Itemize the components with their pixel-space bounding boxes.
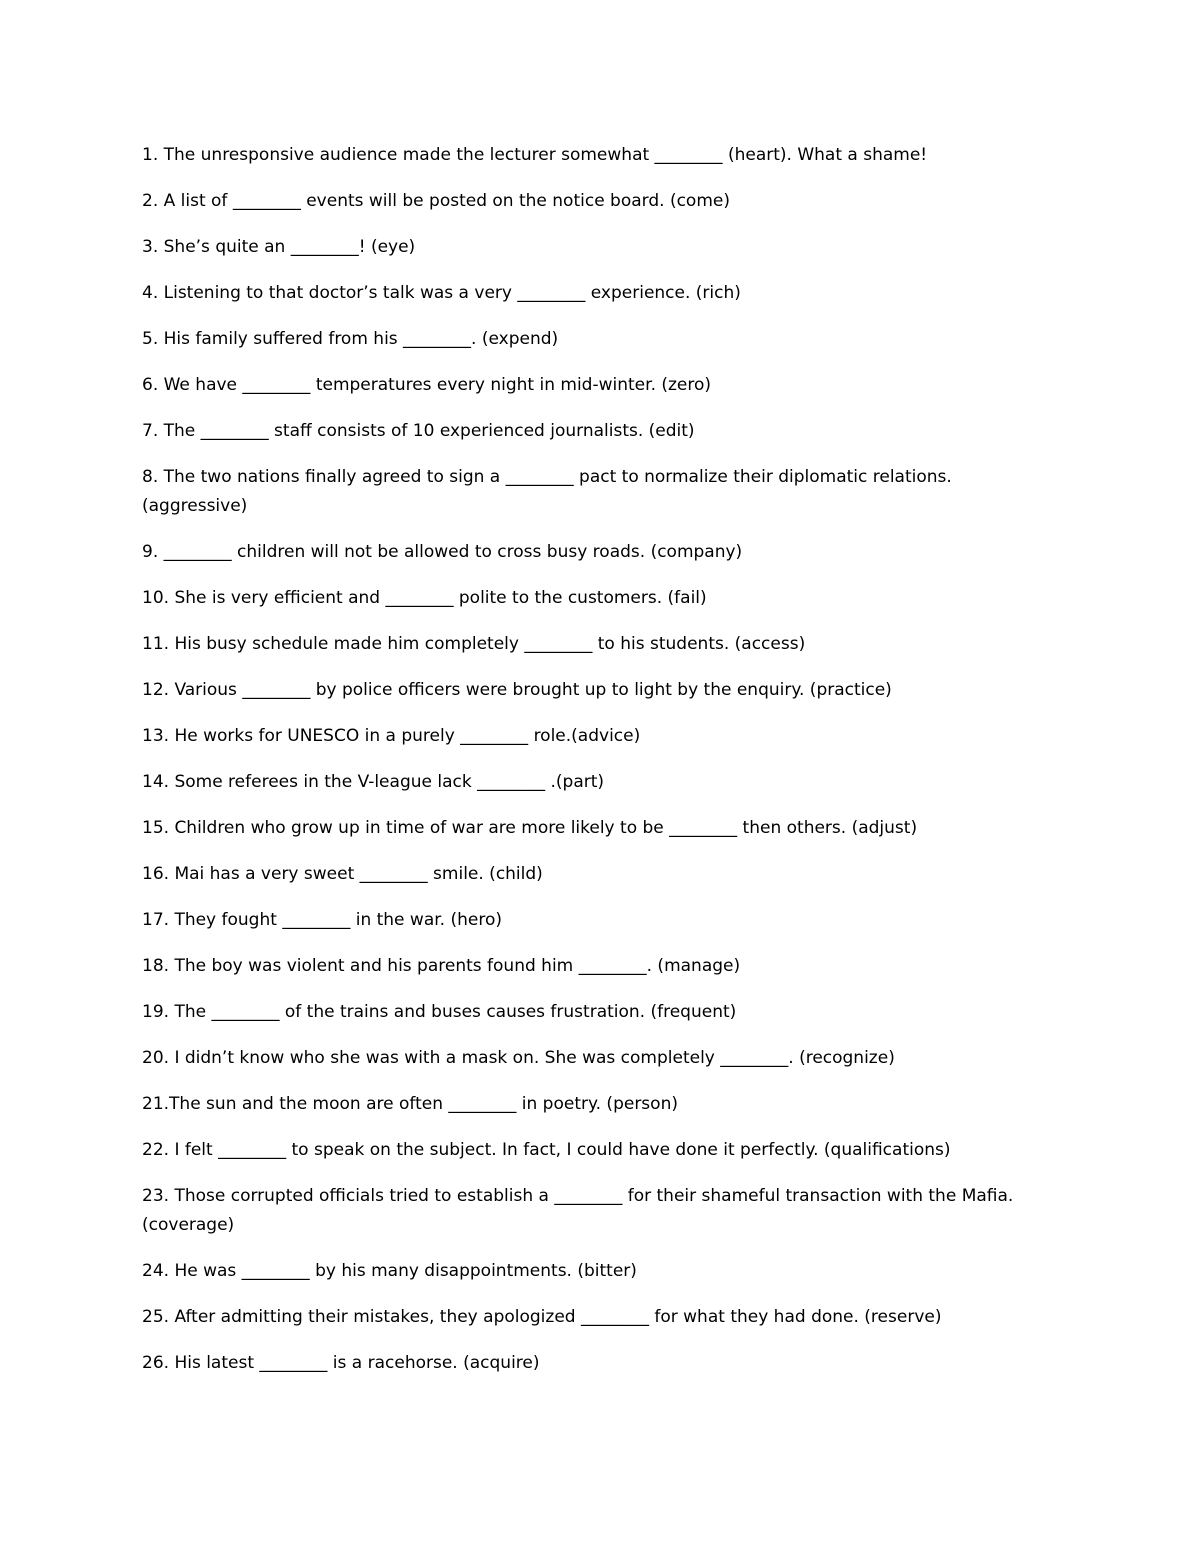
- question-1: 1. The unresponsive audience made the lecturer somewhat ________ (heart). What a shame!: [142, 145, 928, 165]
- question-8: 8. The two nations finally agreed to sign a ________ pact to normalize their diplomatic relations. (aggressive): [142, 467, 952, 516]
- question-18: 18. The boy was violent and his parents found him ________. (manage): [142, 956, 741, 976]
- question-9: 9. ________ children will not be allowed to cross busy roads. (company): [142, 542, 743, 562]
- question-23: 23. Those corrupted officials tried to establish a ________ for their shameful transaction with the Mafia. (coverage): [142, 1186, 1014, 1235]
- question-5: 5. His family suffered from his ________. (expend): [142, 329, 559, 349]
- question-21: 21.The sun and the moon are often ________ in poetry. (person): [142, 1094, 678, 1114]
- question-25: 25. After admitting their mistakes, they apologized ________ for what they had done. (reserve): [142, 1307, 942, 1327]
- question-22: 22. I felt ________ to speak on the subject. In fact, I could have done it perfectly. (qualifications): [142, 1140, 951, 1160]
- question-24: 24. He was ________ by his many disappointments. (bitter): [142, 1261, 637, 1281]
- question-20: 20. I didn’t know who she was with a mask on. She was completely ________. (recognize): [142, 1048, 895, 1068]
- question-16: 16. Mai has a very sweet ________ smile. (child): [142, 864, 543, 884]
- question-17: 17. They fought ________ in the war. (hero): [142, 910, 502, 930]
- question-4: 4. Listening to that doctor’s talk was a very ________ experience. (rich): [142, 283, 741, 303]
- question-10: 10. She is very efficient and ________ polite to the customers. (fail): [142, 588, 707, 608]
- question-19: 19. The ________ of the trains and buses causes frustration. (frequent): [142, 1002, 737, 1022]
- question-11: 11. His busy schedule made him completely ________ to his students. (access): [142, 634, 806, 654]
- question-6: 6. We have ________ temperatures every night in mid-winter. (zero): [142, 375, 712, 395]
- question-26: 26. His latest ________ is a racehorse. (acquire): [142, 1353, 540, 1373]
- question-13: 13. He works for UNESCO in a purely ________ role.(advice): [142, 726, 641, 746]
- question-12: 12. Various ________ by police officers were brought up to light by the enquiry. (practice): [142, 680, 892, 700]
- question-3: 3. She’s quite an ________! (eye): [142, 237, 416, 257]
- question-15: 15. Children who grow up in time of war are more likely to be ________ then others. (adjust): [142, 818, 918, 838]
- exercise-list: [142, 141, 1022, 1395]
- question-2: 2. A list of ________ events will be posted on the notice board. (come): [142, 191, 730, 211]
- question-14: 14. Some referees in the V-league lack ________ .(part): [142, 772, 605, 792]
- question-7: 7. The ________ staff consists of 10 experienced journalists. (edit): [142, 421, 695, 441]
